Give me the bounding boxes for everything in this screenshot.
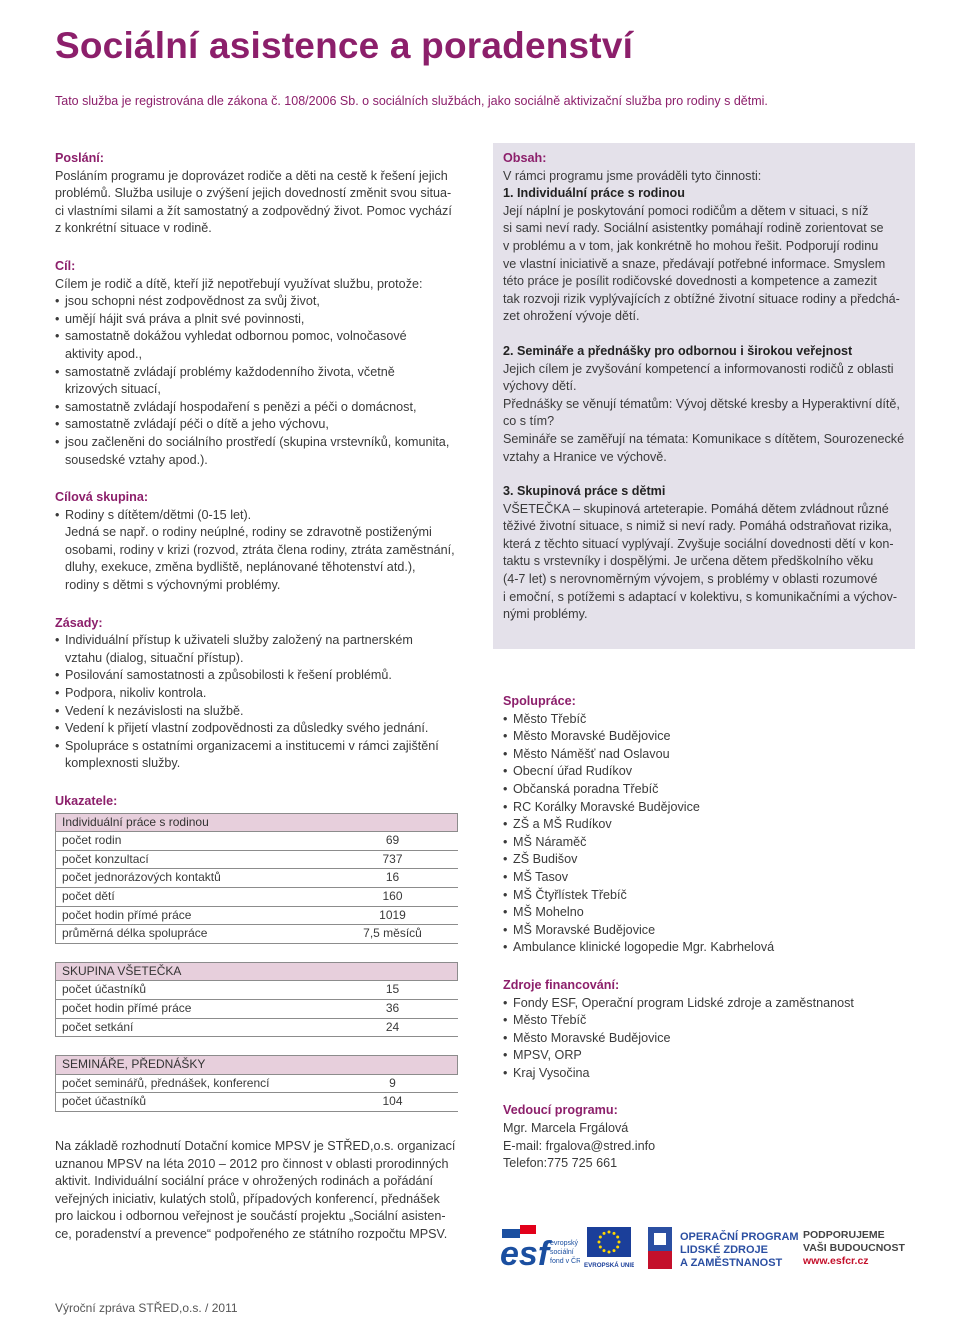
cil-section [55,258,460,469]
list-item: • Občanská poradna Třebíč [503,781,913,799]
vedouci-heading: Vedoucí programu: [503,1103,618,1118]
spoluprace-list [503,711,913,957]
obsah-s1-title: 1. Individuální práce s rodinou [503,186,685,201]
svg-text:sociální: sociální [550,1249,574,1256]
eu-star-icon [613,1232,616,1235]
obsah-s3-title: 3. Skupinová práce s dětmi [503,484,666,499]
list-item: • ZŠ Budišov [503,851,913,869]
list-item: • Město Třebíč [503,711,913,729]
op-lzz-logo [648,1227,798,1271]
table-row: počet konzultací 737 [56,850,458,869]
list-item: • Podpora, nikoliv kontrola. [55,685,460,703]
esf-logo [500,1225,580,1271]
svg-text:A ZAMĚSTNANOST: A ZAMĚSTNANOST [680,1257,783,1269]
list-item: • umějí hájit svá práva a plnit své povinnosti, [55,311,460,329]
list-item: • Rodiny s dítětem/dětmi (0-15 let). Jedná se např. o rodiny neúplné, rodiny se zdravotně postiženými osobami, rodiny v krizi (rozvod, ztráta člena rodiny, ztráta zaměstnání, dluhy, exekuce, změna bydliště, neplánované těhotenství atd.), rodiny s dětmi s výchovnými problémy. [55,507,460,595]
vedouci-name: Mgr. Marcela Frgálová [503,1121,629,1136]
cil-intro: Cílem je rodič a dítě, kteří již nepotřebují využívat službu, protože: [55,276,423,291]
zdroje-list [503,995,913,1083]
eu-star-icon [616,1236,619,1239]
list-item: • jsou schopni nést zodpovědnost za svůj život, [55,293,460,311]
ukazatele-section [55,793,460,1112]
logo-bar [500,1225,910,1273]
list-item: • Město Třebíč [503,1012,913,1030]
list-item: • Posilování samostatnosti a způsobilosti k řešení problémů. [55,667,460,685]
poslani-line: z konkrétní situace v rodině. [55,221,212,236]
table-row: průměrná délka spolupráce 7,5 měsíců [56,925,458,944]
table-title: SKUPINA VŠETEČKA [56,962,458,981]
esfcr-link[interactable]: www.esfcr.cz [803,1255,869,1267]
list-item: • samostatně zvládají péči o dítě a jeho výchovu, [55,416,460,434]
eu-star-icon [616,1246,619,1249]
list-item: • Individuální přístup k uživateli služby založený na partnerském vztahu (dialog, situační přístup). [55,632,460,667]
indicator-table-group [55,962,458,1037]
zasady-heading: Zásady: [55,615,103,630]
table-row: počet účastníků 104 [56,1093,458,1112]
table-row: počet jednorázových kontaktů 16 [56,869,458,888]
eu-star-icon [599,1246,602,1249]
support-slogan: PODPORUJEME VAŠI BUDOUCNOST www.esfcr.cz [803,1229,913,1273]
list-item: • samostatně dokážou vyhledat odbornou pomoc, volnočasové aktivity apod., [55,328,460,363]
list-item: • ZŠ a MŠ Rudíkov [503,816,913,834]
table-row: počet seminářů, přednášek, konferencí 9 [56,1074,458,1093]
eu-star-icon [618,1241,621,1244]
poslani-line: ci vlastními silami a žít samostatný a zodpovědný život. Pomoc vychází [55,203,452,218]
list-item: • Město Moravské Budějovice [503,728,913,746]
eu-star-icon [598,1241,601,1244]
table-row: počet rodin 69 [56,832,458,851]
poslani-heading: Poslání: [55,151,104,165]
list-item: • Ambulance klinické logopedie Mgr. Kabrhelová [503,939,913,957]
table-title: Individuální práce s rodinou [56,813,458,832]
zdroje-heading: Zdroje financování: [503,977,620,992]
closing-paragraph: Na základě rozhodnutí Dotační komice MPSV je STŘED,o.s. organizací uznanou MPSV na léta 2010 – 2012 pro činnost v oblasti prorodinných aktivit. Individuální sociální práce v ohrožených rodinách a pořádání veřejných iniciativ, kulatých stolů, případových konferencí, přednášek pro laickou i odbornou veřejnost je součástí projektu „Sociální asisten- ce, poradenství a prevence“ podpořeného ze státního rozpočtu MPSV. [55,1138,456,1241]
list-item: • Město Náměšť nad Oslavou [503,746,913,764]
svg-text:fond v ČR: fond v ČR [550,1258,580,1265]
cil-list [55,293,460,469]
table-row: počet hodin přímé práce 36 [56,999,458,1018]
page-title: Sociální asistence a poradenství [55,25,634,66]
list-item: • RC Korálky Moravské Budějovice [503,799,913,817]
obsah-s2-title: 2. Semináře a přednášky pro odbornou i širokou veřejnost [503,343,853,358]
obsah-heading: Obsah: [503,151,547,165]
table-row: počet účastníků 15 [56,981,458,1000]
zasady-section [55,615,460,773]
table-title: SEMINÁŘE, PŘEDNÁŠKY [56,1056,458,1075]
svg-text:EVROPSKÁ UNIE: EVROPSKÁ UNIE [584,1262,634,1269]
esf-wordmark: esf [500,1235,550,1271]
list-item: • MŠ Náraměč [503,834,913,852]
table-row: počet setkání 24 [56,1018,458,1037]
eu-star-icon [603,1232,606,1235]
eu-star-icon [608,1231,611,1234]
indicator-table-individual [55,813,458,944]
cilova-list [55,507,460,595]
eu-flag-logo [584,1227,634,1271]
list-item: • Fondy ESF, Operační program Lidské zdroje a zaměstnanost [503,995,913,1013]
list-item: • samostatně zvládají hospodaření s penězi a péči o domácnost, [55,399,460,417]
indicator-table-seminars [55,1055,458,1112]
obsah-section: Obsah: V rámci programu jsme prováděli tyto činnosti: 1. Individuální práce s rodinou Její náplní je poskytování pomoci rodičům a dětem v situaci, s níž si sami neví rady. Sociální asistentky pomáhají rodině zorientovat se v problému a v tom, jak konkrétně ho mohou řešit. Podporují rodinu ve vlastní iniciativě a snaze, předávají potřebné informace. Smyslem této práce je posílit rodičovské dovednosti a kompetence a zamezit tak rozvoji rizik vyplývajících z obtížné životní situace rodiny a předchá- zet ohrožení vývoje dětí. 2. Semináře a přednášky pro odbornou i širokou veřejnost Jejich cílem je zvyšování kompetencí a informovanosti rodičů z oblasti výchovy dětí. Přednášky se věnují tématům: Vývoj dětské kresby a Hyperaktivní dítě, co s tím? Semináře se zaměřují na témata: Komunikace s dítětem, Sourozenecké vztahy a Hranice ve výchově. 3. Skupinová práce s dětmi VŠETEČKA – skupinová arteterapie. Pomáhá dětem zvládnout různé těživé životní situace, s nimiž si neví rady. Pomáhá odstraňovat rizika, která z těchto situací vyplývají. Zvyšuje sociální dovednosti dětí v kon- taktu s vrstevníky i dospělými. Je určena dětem předškolního věku (4-7 let) s nerovnoměrným vývojem, s problémy v oblasti rozumové i emoční, s potížemi s adaptací v kolektivu, s komunikačními a výchov- nými problémy. [503,150,913,624]
list-item: • jsou začleněni do sociálního prostředí (skupina vrstevníků, komunita, sousedské vztahy apod.). [55,434,460,469]
eu-star-icon [613,1249,616,1252]
cil-heading: Cíl: [55,258,76,273]
list-item: • samostatně zvládají problémy každodenního života, včetně krizových situací, [55,364,460,399]
left-column [55,150,460,1243]
list-item: • MŠ Čtyřlístek Třebíč [503,887,913,905]
cilova-skupina-section [55,489,460,595]
spoluprace-heading: Spolupráce: [503,694,576,708]
list-item: • MŠ Tasov [503,869,913,887]
page-subtitle: Tato služba je registrována dle zákona č. 108/2006 Sb. o sociálních službách, jako sociálně aktivizační služba pro rodiny s dětmi. [55,94,768,108]
eu-star-icon [608,1251,611,1254]
cilova-heading: Cílová skupina: [55,490,149,505]
poslani-section [55,150,460,238]
list-item: • MPSV, ORP [503,1047,913,1065]
footer: Výroční zpráva STŘED,o.s. / 2011 [55,1301,238,1315]
poslani-line: Posláním programu je doprovázet rodiče a děti na cestě k řešení jejich [55,168,448,183]
list-item: • Město Moravské Budějovice [503,1030,913,1048]
list-item: • Spolupráce s ostatními organizacemi a institucemi v rámci zajištění komplexnosti služby. [55,738,460,773]
table-row: počet hodin přímé práce 1019 [56,906,458,925]
list-item: • Obecní úřad Rudíkov [503,763,913,781]
zdroje-section [503,977,913,1083]
list-item: • MŠ Mohelno [503,904,913,922]
vedouci-email[interactable]: E-mail: frgalova@stred.info [503,1138,656,1153]
ukazatele-heading: Ukazatele: [55,794,118,808]
list-item: • Kraj Vysočina [503,1065,913,1083]
partners-column [503,693,913,1173]
eu-star-icon [603,1249,606,1252]
obsah-intro: V rámci programu jsme prováděli tyto činnosti: [503,168,762,183]
vedouci-phone: Telefon:775 725 661 [503,1156,618,1171]
vedouci-section [503,1102,913,1172]
zasady-list [55,632,460,773]
table-row: počet dětí 160 [56,887,458,906]
spoluprace-section [503,693,913,957]
eu-star-icon [599,1236,602,1239]
list-item: • Vedení k přijetí vlastní zodpovědnosti za důsledky svého jednání. [55,720,460,738]
svg-text:OPERAČNÍ PROGRAM: OPERAČNÍ PROGRAM [680,1231,798,1243]
list-item: • Vedení k nezávislosti na službě. [55,703,460,721]
list-item: • MŠ Moravské Budějovice [503,922,913,940]
poslani-line: problémů. Služba usiluje o zvýšení jejich dovedností změnit svou situa- [55,186,452,201]
svg-text:LIDSKÉ ZDROJE: LIDSKÉ ZDROJE [680,1244,769,1256]
svg-text:evropský: evropský [550,1240,579,1247]
